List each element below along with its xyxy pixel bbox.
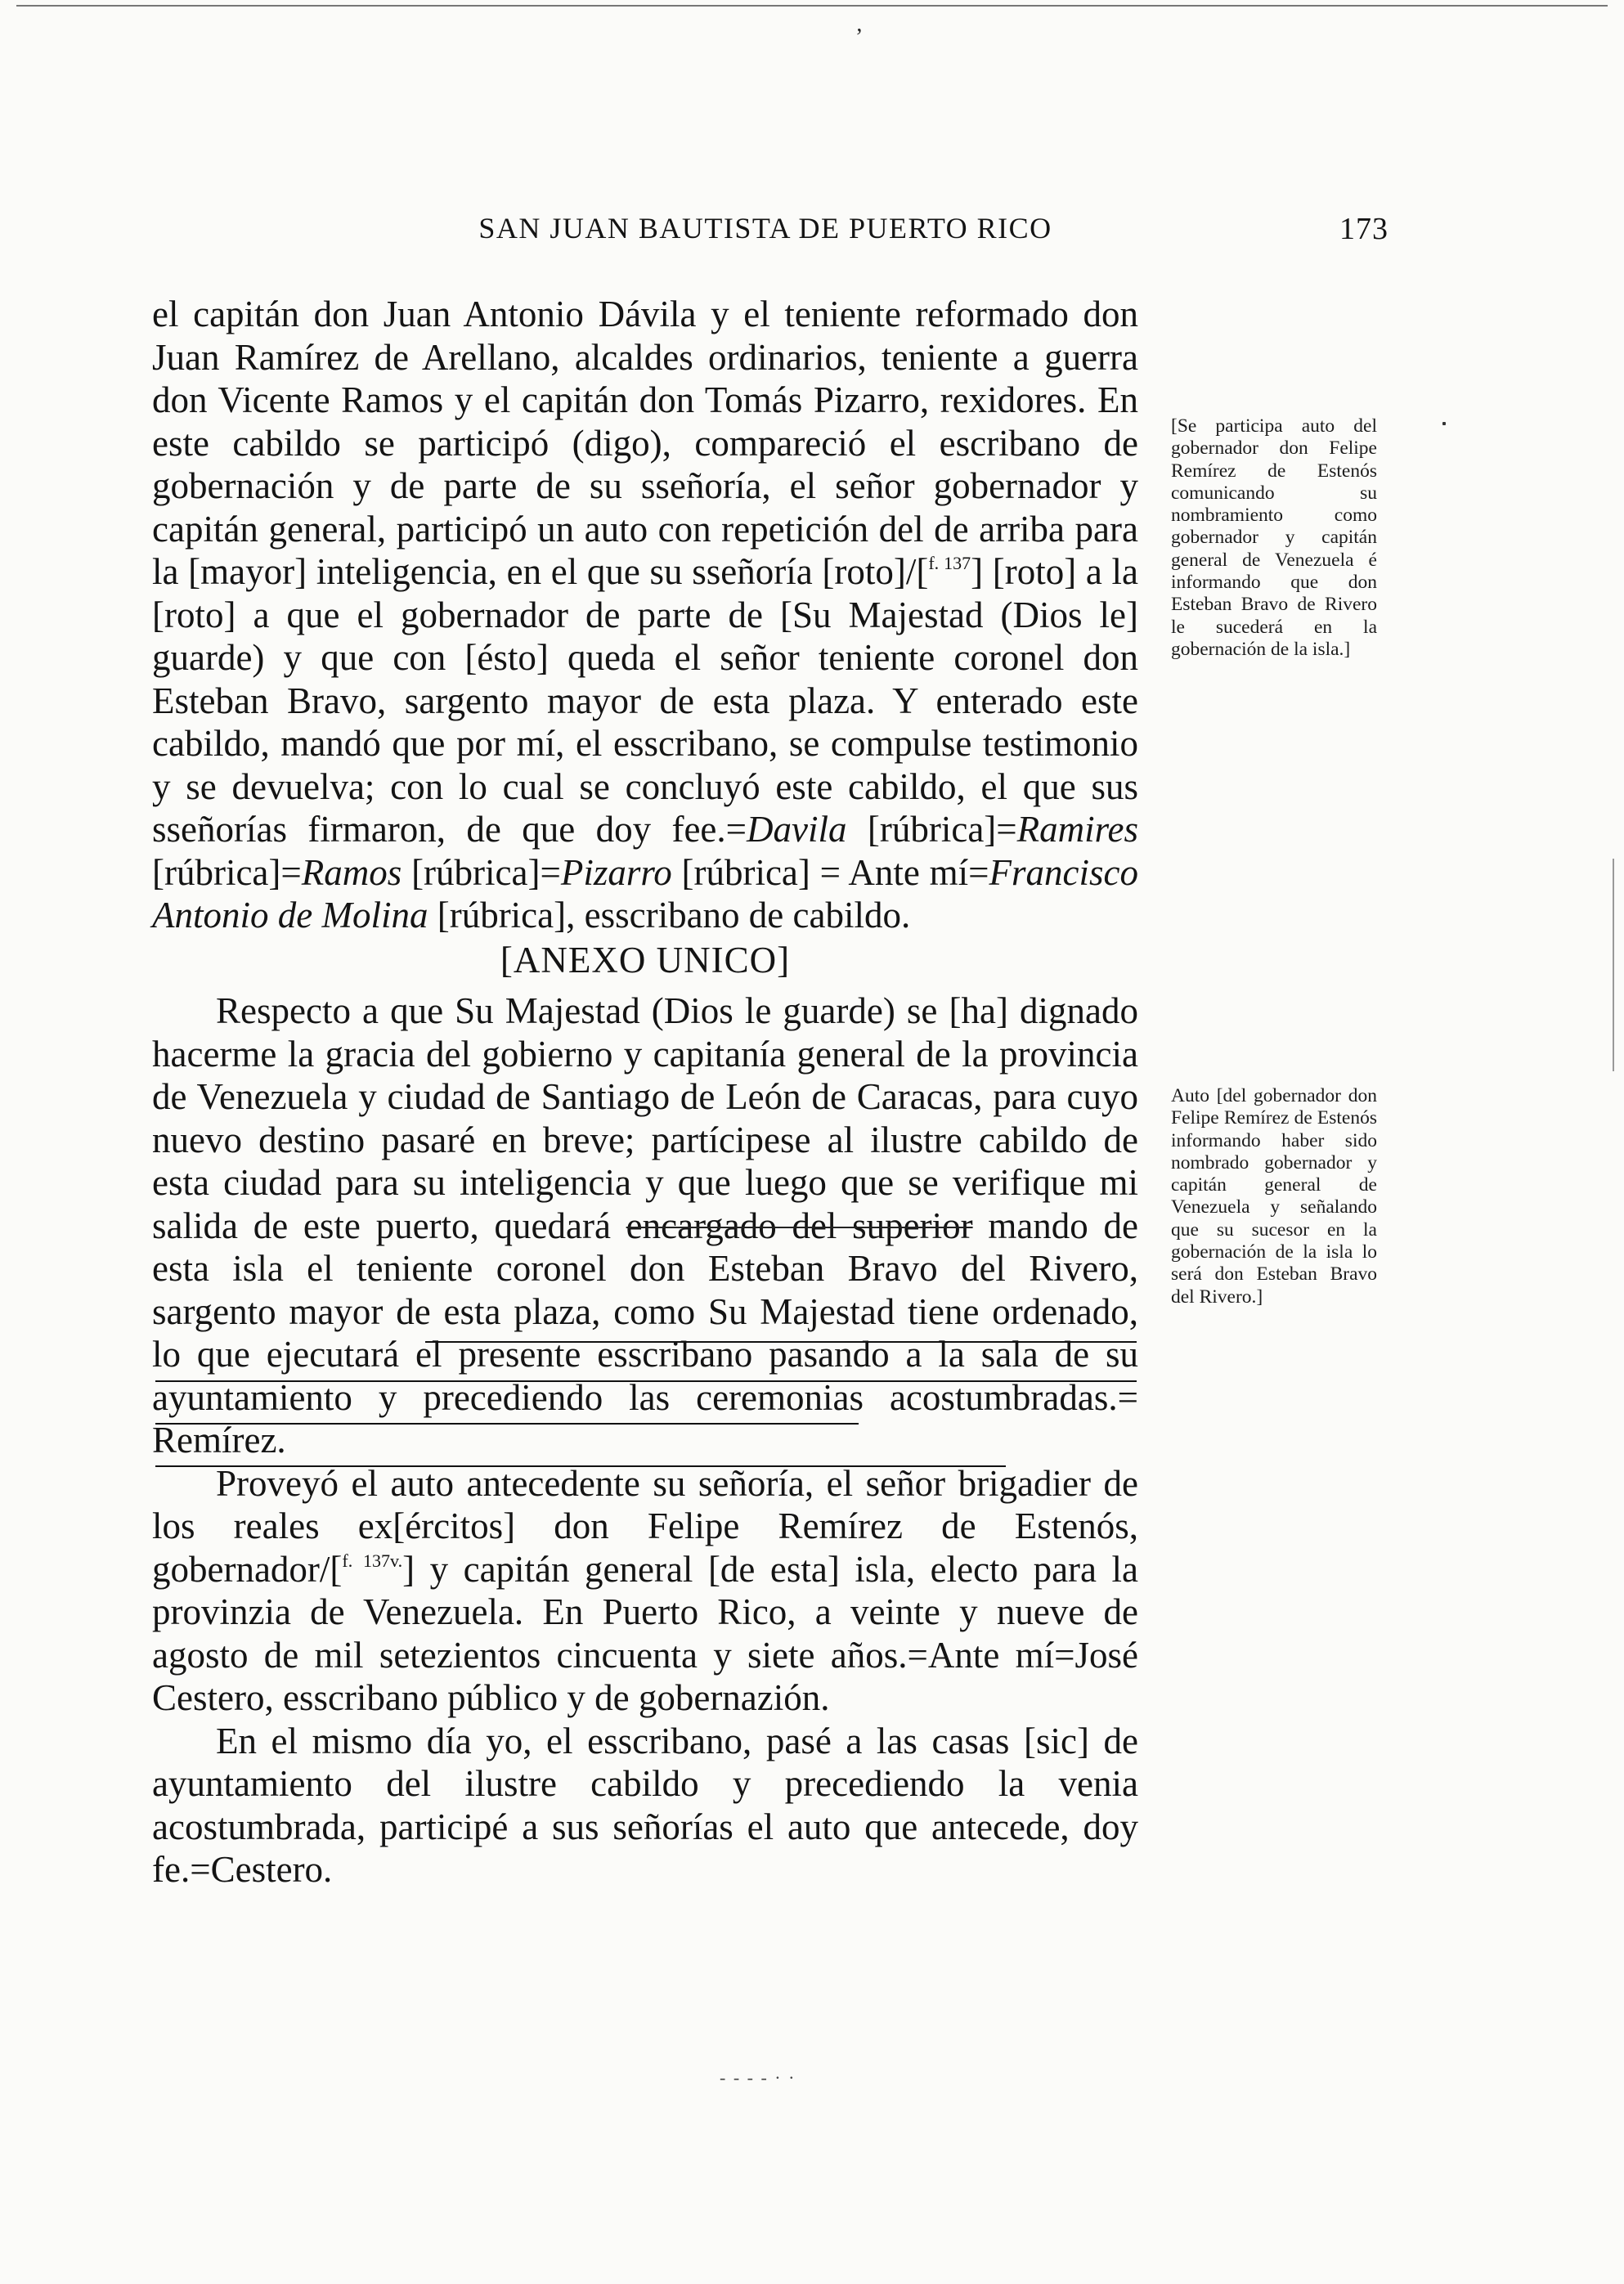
scan-speck: ʼ	[855, 25, 864, 50]
folio-marker: f. 137	[928, 553, 971, 573]
scan-speck	[1442, 422, 1446, 425]
struck-text: encargado del superior	[626, 1205, 973, 1246]
folio-marker: f. 137v.	[342, 1550, 403, 1571]
running-head: SAN JUAN BAUTISTA DE PUERTO RICO	[478, 212, 1052, 245]
signature-ramos: Ramos	[301, 851, 402, 893]
scan-edge-mark	[1613, 859, 1614, 1071]
top-scan-rule	[16, 5, 1608, 7]
signature-molina: Francisco Antonio de Molina	[152, 851, 1138, 936]
ink-underline	[155, 1465, 1006, 1467]
signature-pizarro: Pizarro	[560, 851, 672, 893]
margin-note-summary-1: [Se participa auto del gobernador don Felipe Remírez de Estenós comunicando su nombramiento como gobernador y capitán general de Venezuela é informando que don Esteban Bravo de Rivero le sucederá en la gobernación de la isla.]	[1171, 415, 1377, 660]
page-number: 173	[1339, 212, 1388, 246]
paragraph-cabildo: el capitán don Juan Antonio Dávila y el teniente reformado don Juan Ramírez de Arellano, alcaldes ordinarios, teniente a guerra don Vicente Ramos y el capitán don Tomás Pizarro, rexidores. En este cabildo se participó (digo), compareció el escribano de gobernación y de parte de su sseñoría, el señor gobernador y capitán general, participó un auto con repetición del de arriba para la [mayor] inteligencia, en el que su sseñoría [roto]/[$^{f. 137}$] [roto] a la [roto] a que el gobernador de parte de [Su Majestad (Dios le] guarde) y que con [ésto] queda el señor teniente coronel don Esteban Bravo, sargento mayor de esta plaza. Y enterado este cabildo, mandó que por mí, el esscribano, se compulse testimonio y se devuelva; con lo cual se concluyó este cabildo, el que sus sseñorías firmaron, de que doy fee.=Davila [rúbrica]=Ramires [rúbrica]=Ramos [rúbrica]=Pizarro [rúbrica] = Ante mí=Francisco Antonio de Molina [rúbrica], esscribano de cabildo.	[152, 294, 1138, 936]
ink-underline	[425, 1341, 1137, 1343]
paragraph-proveyo: Proveyó el auto antecedente su señoría, el señor brigadier de los reales ex[ércitos] don Felipe Remírez de Estenós, gobernador/[$^{f. 137v.}$] y capitán general [de esta] isla, electo para la provinzia de Venezuela. En Puerto Rico, a veinte y nueve de agosto de mil setezientos cincuenta y siete años.=Ante mí=José Cestero, esscribano público y de gobernazión.	[152, 1462, 1138, 1718]
margin-note-summary-2: Auto [del gobernador don Felipe Remírez de Estenós informando haber sido nombrado gobernador y capitán general de Venezuela y señalando que su sucesor en la gobernación de la isla lo será don Esteban Bravo del Rivero.]	[1171, 1085, 1377, 1308]
ink-underline	[155, 1423, 859, 1425]
signature-ramires: Ramires	[1016, 809, 1138, 850]
main-text	[152, 293, 1138, 1891]
annex-title: [ANEXO UNICO]	[500, 939, 791, 980]
signature-davila: Davila	[747, 809, 847, 850]
paragraph-auto: Respecto a que Su Majestad (Dios le guarde) se [ha] dignado hacerme la gracia del gobierno y capitanía general de la provincia de Venezuela y ciudad de Santiago de León de Caracas, para cuyo nuevo destino pasaré en breve; partícipese al ilustre cabildo de esta ciudad para su inteligencia y que luego que se verifique mi salida de este puerto, quedará encargado del superior mando de esta isla el teniente coronel don Esteban Bravo del Rivero, sargento mayor de esta plaza, como Su Majestad tiene ordenado, lo que ejecutará el presente esscribano pasando a la sala de su ayuntamiento y precediendo las ceremonias acostumbradas.= Remírez.	[152, 990, 1139, 1461]
paragraph-mismo-dia: En el mismo día yo, el esscribano, pasé a las casas [sic] de ayuntamiento del ilustre cabildo y precediendo la venia acostumbrada, participé a sus señorías el auto que antecede, doy fe.=Cestero.	[152, 1720, 1138, 1890]
ink-underline	[155, 1380, 1137, 1382]
footer-smudge: - - - - · ·	[720, 2067, 796, 2088]
page-header	[152, 211, 1388, 252]
